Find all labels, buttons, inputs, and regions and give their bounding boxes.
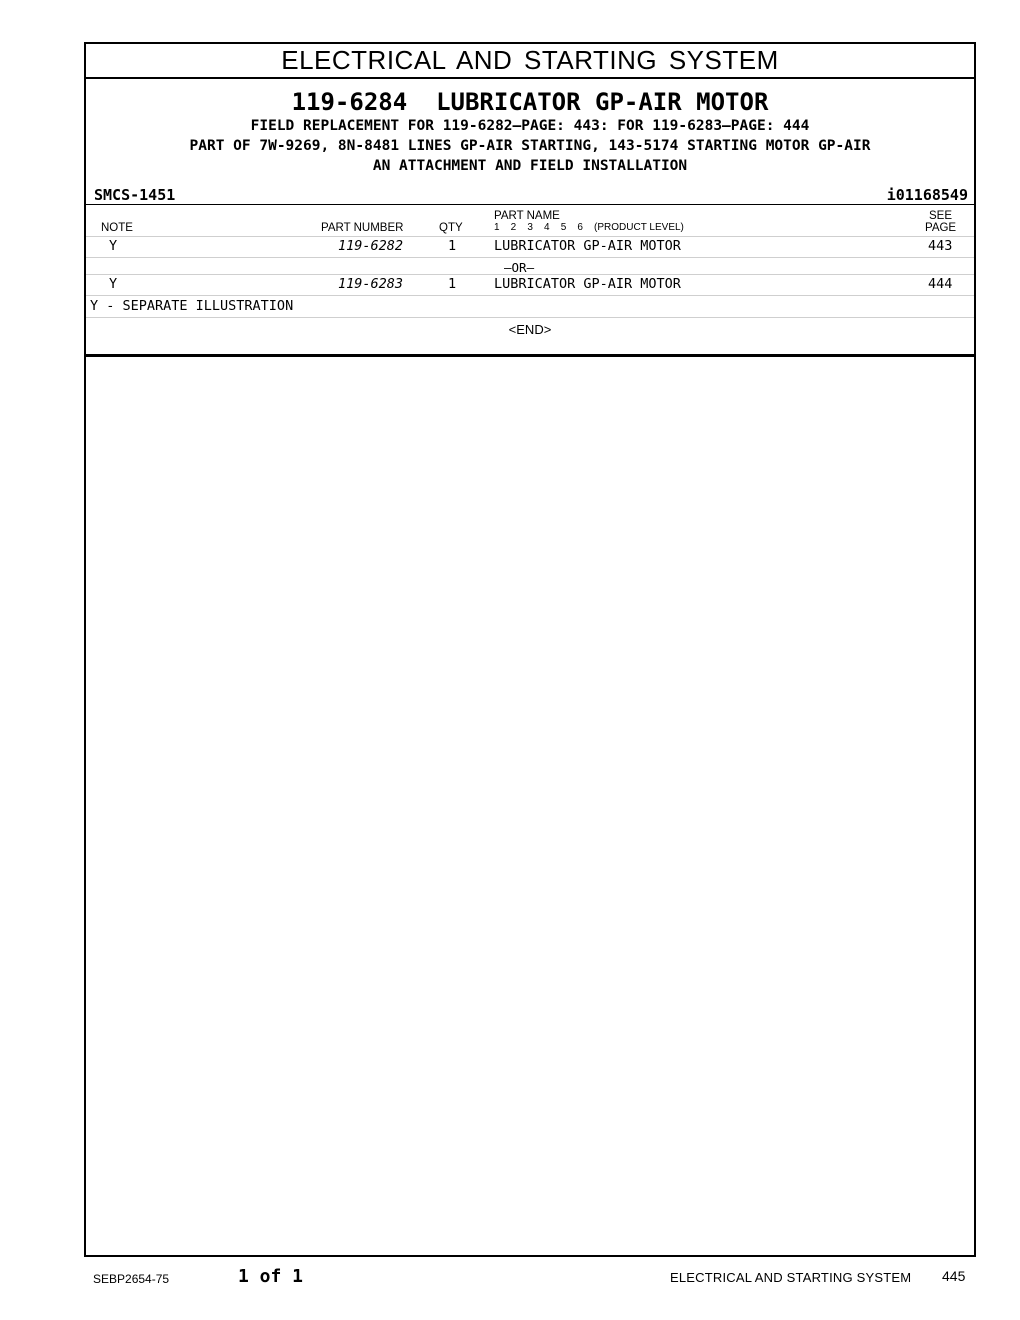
row2-qty: 1 <box>448 276 457 292</box>
row1-part-number: 119-6282 <box>338 238 404 254</box>
group-title: 119-6284 LUBRICATOR GP-AIR MOTOR <box>291 88 769 116</box>
row1-see-page: 443 <box>928 238 953 254</box>
row1-qty: 1 <box>448 238 457 254</box>
row-divider <box>86 317 974 318</box>
row1-note: Y <box>109 238 118 254</box>
header-see: SEE <box>929 210 953 222</box>
row2-see-page: 444 <box>928 276 953 292</box>
header-note: NOTE <box>101 222 133 234</box>
header-product-levels: 1 2 3 4 5 6 (PRODUCT LEVEL) <box>494 222 684 233</box>
header-qty: QTY <box>439 222 463 234</box>
field-replacement-line: FIELD REPLACEMENT FOR 119-6282—PAGE: 443: FOR 119-6283—PAGE: 444 <box>250 118 810 134</box>
page-frame <box>84 42 976 1257</box>
legend-note: Y - SEPARATE ILLUSTRATION <box>90 298 294 314</box>
part-of-line: PART OF 7W-9269, 8N-8481 LINES GP-AIR STARTING, 143-5174 STARTING MOTOR GP-AIR <box>189 138 871 154</box>
footer-section-title: ELECTRICAL AND STARTING SYSTEM <box>670 1270 912 1285</box>
or-separator: —OR— <box>504 260 535 275</box>
table-bottom-border <box>86 354 974 357</box>
illustration-id: i01168549 <box>886 186 968 204</box>
row2-part-number: 119-6283 <box>338 276 404 292</box>
end-marker: <END> <box>508 322 552 337</box>
section-title: ELECTRICAL AND STARTING SYSTEM <box>86 44 974 79</box>
row-divider <box>86 274 974 275</box>
row-divider <box>86 295 974 296</box>
row1-part-name: LUBRICATOR GP-AIR MOTOR <box>494 238 681 254</box>
footer-doc-id: SEBP2654-75 <box>93 1272 170 1286</box>
footer-page-count: 1 of 1 <box>238 1266 304 1287</box>
header-page: PAGE <box>925 222 957 234</box>
table-header-divider <box>86 236 974 237</box>
row2-note: Y <box>109 276 118 292</box>
row2-part-name: LUBRICATOR GP-AIR MOTOR <box>494 276 681 292</box>
attachment-line: AN ATTACHMENT AND FIELD INSTALLATION <box>372 158 688 174</box>
smcs-code: SMCS-1451 <box>94 186 176 204</box>
header-part-number: PART NUMBER <box>321 222 404 234</box>
row-divider <box>86 257 974 258</box>
footer-page-number: 445 <box>942 1268 966 1284</box>
header-divider <box>86 204 974 205</box>
header-part-name: PART NAME <box>494 210 560 222</box>
